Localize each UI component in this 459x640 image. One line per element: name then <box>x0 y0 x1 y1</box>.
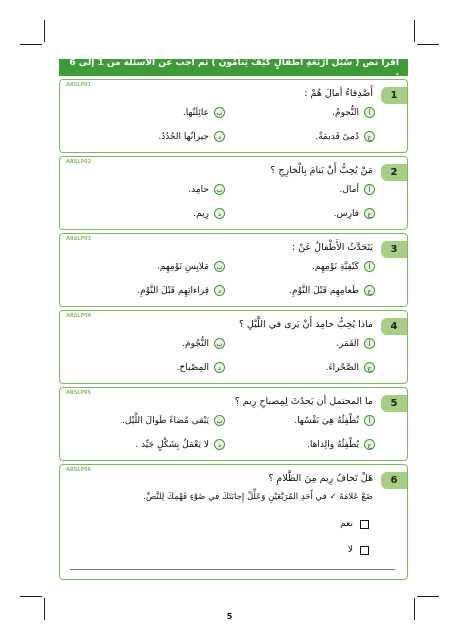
question-text: ما المحتمل أن يَحدُثَ لِمِصباحِ رِيم ؟ <box>234 396 373 407</box>
question-code: ARSLP04 <box>66 313 92 319</box>
answer-instruction: ضَعْ عَلامَةَ ✓ في أَحَدِ المُرَبَّعَيْنِ وَعَلِّلْ إِجابَتَكَ في ضَوْءِ فَهْمِكَ لِلنَّصِّ. <box>143 492 373 502</box>
option-text: يُطْفِئُهُ والِداها. <box>306 439 359 450</box>
question-number: 2 <box>381 164 407 181</box>
option-letter-circle: د <box>214 131 225 142</box>
question-5 <box>59 387 408 461</box>
option-letter-circle: أ <box>364 107 375 118</box>
option-text: المِصْباحَ. <box>176 362 209 373</box>
option-text: الصَّحْراءَ. <box>325 362 359 373</box>
checkbox[interactable] <box>360 520 369 529</box>
option-text: النُّجُومَ. <box>182 338 209 349</box>
question-2 <box>59 156 408 230</box>
question-text: هَلْ تَخافُ رِيم مِنَ الظَّلامِ ؟ <box>268 473 373 484</box>
option-c[interactable] <box>315 131 375 142</box>
option-text: النُّجومُ. <box>332 107 359 118</box>
option-letter-circle: أ <box>364 415 375 426</box>
option-letter-circle: أ <box>364 338 375 349</box>
question-number: 4 <box>381 318 407 335</box>
option-text: مَلابِسِ نَوْمِهِم. <box>156 261 209 272</box>
question-text: ماذا يُحِبُّ حامِد أَنْ يَرى في اللَّيْلِ ؟ <box>238 319 373 330</box>
option-letter-circle: د <box>214 208 225 219</box>
option-letter-circle: د <box>214 439 225 450</box>
answer-line[interactable] <box>70 569 395 570</box>
crop-mark-top-right-h <box>417 44 439 45</box>
option-text: رِيم. <box>193 208 209 219</box>
question-code: ARSLP03 <box>66 236 92 242</box>
option-letter-circle: ب <box>214 184 225 195</box>
option-letter-circle: د <box>214 285 225 296</box>
option-c[interactable] <box>326 362 375 373</box>
choice-yes[interactable] <box>340 519 369 529</box>
option-b[interactable] <box>188 184 225 195</box>
option-letter-circle: ج <box>364 285 375 296</box>
option-text: قِراءاتِهِم قَبْلَ النَّوْمِ. <box>137 285 209 296</box>
option-letter-circle: ج <box>364 208 375 219</box>
option-letter-circle: د <box>214 362 225 373</box>
question-number: 6 <box>381 472 407 489</box>
question-text: أَصْدِقاءُ أمالَ هُمْ : <box>304 88 373 99</box>
question-4 <box>59 310 408 384</box>
crop-mark-bottom-left-h <box>20 596 42 597</box>
question-code: ARSLP06 <box>66 467 92 473</box>
option-text: طَعامِهِم قَبْلَ النَّوْمِ. <box>289 285 359 296</box>
question-number: 5 <box>381 395 407 412</box>
crop-mark-top-left-h <box>20 44 42 45</box>
option-letter-circle: ج <box>364 362 375 373</box>
instructions-banner: اقرأ نص ( سُبُلُ أَرْبَعَةِ أَطْفالٍ كَيْفَ يَنامُونَ ) ثم أجب عن الأسئلة من 1 إلى 6 . <box>59 59 408 76</box>
question-code: ARSLP01 <box>66 82 92 88</box>
question-number: 3 <box>381 241 407 258</box>
worksheet <box>59 59 408 580</box>
page-number: 5 <box>226 612 233 621</box>
option-letter-circle: ب <box>214 261 225 272</box>
choice-label: لا <box>347 545 353 555</box>
option-text: لا يَعْمَلُ بِشَكْلٍ جَيِّد . <box>135 439 209 450</box>
option-a[interactable] <box>336 338 375 349</box>
option-a[interactable] <box>340 184 375 195</box>
option-text: تُطْفِئُهُ هِيَ نَفْسُها. <box>294 415 359 426</box>
question-number: 1 <box>381 87 407 104</box>
option-letter-circle: ب <box>214 338 225 349</box>
option-text: يَبْقى مُضاءً طَوالَ اللَّيْل. <box>122 415 209 426</box>
option-c[interactable] <box>307 439 375 450</box>
crop-mark-top-right-v <box>414 20 415 42</box>
question-code: ARSLP05 <box>66 390 92 396</box>
option-text: كَيْفِيَّةِ نَوْمِهِم. <box>312 261 359 272</box>
option-a[interactable] <box>312 261 375 272</box>
question-6 <box>59 464 408 580</box>
question-text: يَتَحَدَّثُ الأَطْفالُ عَنْ : <box>292 242 373 253</box>
option-a[interactable] <box>332 107 375 118</box>
option-d[interactable] <box>135 439 225 450</box>
crop-mark-top-left-v <box>44 20 45 42</box>
option-text: فارِس. <box>333 208 359 219</box>
option-letter-circle: أ <box>364 261 375 272</box>
option-letter-circle: ب <box>214 107 225 118</box>
option-d[interactable] <box>193 208 225 219</box>
option-d[interactable] <box>177 362 225 373</box>
option-text: القَمَر. <box>336 338 359 349</box>
option-d[interactable] <box>158 131 225 142</box>
option-letter-circle: ب <box>214 415 225 426</box>
option-c[interactable] <box>289 285 375 296</box>
option-text: عائِلَتُها. <box>182 107 209 118</box>
option-text: حامِد. <box>188 184 209 195</box>
checkbox[interactable] <box>360 546 369 555</box>
option-c[interactable] <box>334 208 375 219</box>
option-text: دُمىً قَديمَةٌ. <box>315 131 359 142</box>
option-b[interactable] <box>183 107 225 118</box>
option-a[interactable] <box>294 415 375 426</box>
crop-mark-bottom-right-h <box>417 596 439 597</box>
option-text: جيرانُها الجُدُدُ. <box>158 131 209 142</box>
option-letter-circle: ج <box>364 439 375 450</box>
option-b[interactable] <box>157 261 225 272</box>
option-b[interactable] <box>122 415 225 426</box>
choice-no[interactable] <box>348 545 369 555</box>
option-letter-circle: أ <box>364 184 375 195</box>
option-d[interactable] <box>137 285 225 296</box>
question-text: مَنْ يُحِبُّ أَنْ يَنامَ بِالْخارِجِ ؟ <box>270 165 373 176</box>
question-1 <box>59 79 408 153</box>
option-letter-circle: ج <box>364 131 375 142</box>
option-text: أمال. <box>339 184 359 195</box>
choice-label: نعم <box>340 519 353 529</box>
option-b[interactable] <box>182 338 225 349</box>
question-code: ARSLP02 <box>66 159 92 165</box>
question-3 <box>59 233 408 307</box>
